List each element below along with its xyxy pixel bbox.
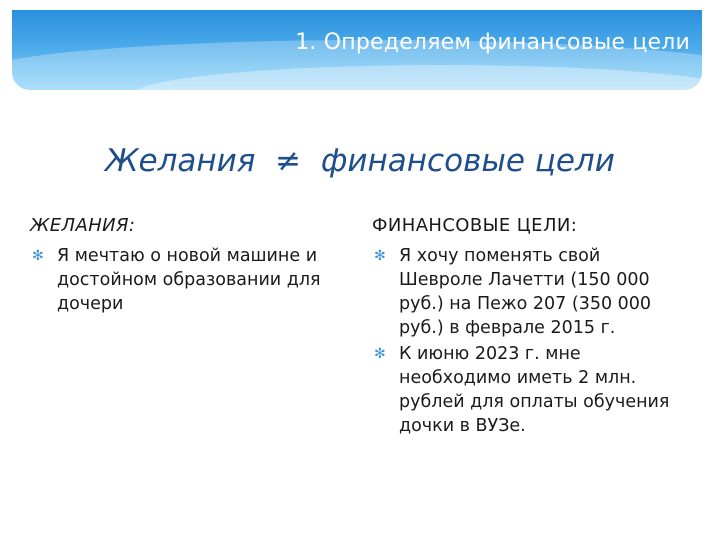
financial-goals-list [372, 244, 677, 438]
list-item-text: Я мечтаю о новой машине и достойном образовании для дочери [57, 246, 321, 314]
wishes-column [30, 215, 330, 318]
wishes-list [30, 244, 330, 316]
financial-goals-column [372, 215, 677, 440]
wishes-heading: ЖЕЛАНИЯ: [30, 215, 136, 236]
asterisk-icon: ✻ [32, 248, 44, 264]
not-equal-sign: ≠ [275, 143, 302, 179]
slide-title: 1. Определяем финансовые цели [295, 30, 690, 55]
headline-left: Желания [105, 143, 256, 179]
list-item [372, 342, 677, 438]
list-item-text: К июню 2023 г. мне необходимо иметь 2 млн. рублей для оплаты обучения дочки в ВУЗе. [399, 344, 670, 436]
financial-goals-heading: ФИНАНСОВЫЕ ЦЕЛИ: [372, 215, 578, 236]
list-item [372, 244, 677, 340]
list-item [30, 244, 330, 316]
headline [0, 143, 720, 179]
asterisk-icon: ✻ [374, 346, 386, 362]
headline-right: финансовые цели [320, 143, 615, 179]
list-item-text: Я хочу поменять свой Шевроле Лачетти (150 000 руб.) на Пежо 207 (350 000 руб.) в феврале 2015 г. [399, 246, 652, 338]
asterisk-icon: ✻ [374, 248, 386, 264]
